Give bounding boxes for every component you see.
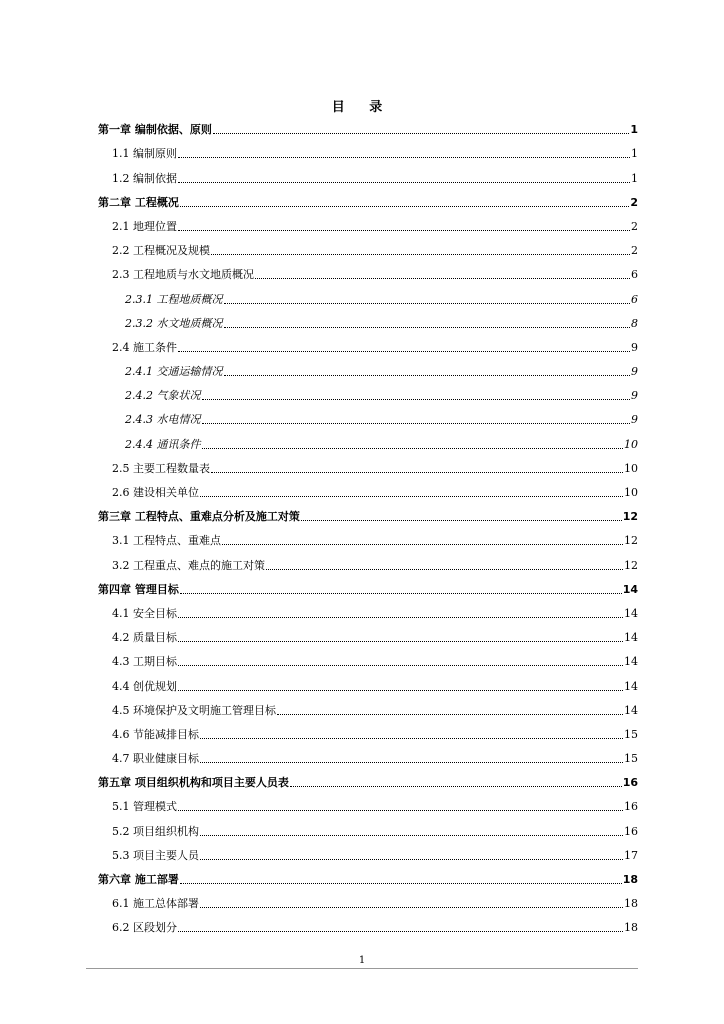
toc-entry-page: 9 bbox=[631, 413, 638, 427]
toc-entry-label: 2.1 地理位置 bbox=[112, 219, 177, 233]
toc-entry-label: 2.4.2 气象状况 bbox=[125, 389, 201, 403]
toc-entry-label: 2.5 主要工程数量表 bbox=[112, 461, 210, 475]
toc-entry[interactable] bbox=[98, 164, 638, 188]
toc-entry-page: 2 bbox=[630, 195, 638, 209]
toc-entry[interactable] bbox=[98, 261, 638, 285]
toc-entry-page: 16 bbox=[624, 800, 638, 814]
toc-leader-dots bbox=[200, 496, 623, 497]
table-of-contents bbox=[98, 116, 638, 938]
toc-entry[interactable] bbox=[98, 890, 638, 914]
toc-entry-page: 14 bbox=[624, 606, 638, 620]
toc-entry-page: 14 bbox=[624, 655, 638, 669]
toc-entry[interactable] bbox=[98, 721, 638, 745]
toc-leader-dots bbox=[200, 762, 623, 763]
toc-entry-label: 2.3.2 水文地质概况 bbox=[125, 316, 223, 330]
toc-leader-dots bbox=[180, 206, 630, 207]
toc-entry[interactable] bbox=[98, 430, 638, 454]
toc-entry-label: 4.3 工期目标 bbox=[112, 655, 177, 669]
toc-entry-page: 10 bbox=[624, 437, 638, 451]
toc-entry-label: 第二章 工程概况 bbox=[98, 195, 179, 209]
toc-entry[interactable] bbox=[98, 745, 638, 769]
toc-leader-dots bbox=[224, 327, 631, 328]
toc-leader-dots bbox=[277, 714, 623, 715]
toc-leader-dots bbox=[178, 230, 630, 231]
toc-leader-dots bbox=[266, 569, 623, 570]
footer-divider bbox=[86, 968, 638, 969]
toc-entry-page: 10 bbox=[624, 486, 638, 499]
toc-leader-dots bbox=[202, 399, 631, 400]
toc-entry[interactable] bbox=[98, 479, 638, 503]
toc-title: 目 录 bbox=[331, 100, 393, 115]
toc-entry-page: 18 bbox=[624, 897, 638, 911]
toc-entry[interactable] bbox=[98, 455, 638, 479]
toc-entry-page: 15 bbox=[624, 727, 638, 741]
toc-entry-label: 1.2 编制依据 bbox=[112, 171, 177, 185]
toc-leader-dots bbox=[178, 690, 623, 691]
toc-entry-page: 17 bbox=[624, 848, 638, 862]
toc-entry-label: 4.2 质量目标 bbox=[112, 631, 177, 645]
toc-leader-dots bbox=[178, 351, 630, 352]
toc-leader-dots bbox=[290, 786, 622, 787]
toc-entry[interactable] bbox=[98, 624, 638, 648]
toc-entry-page: 9 bbox=[631, 365, 638, 379]
toc-entry-label: 2.3 工程地质与水文地质概况 bbox=[112, 268, 254, 282]
toc-entry[interactable] bbox=[98, 334, 638, 358]
toc-entry-label: 6.1 施工总体部署 bbox=[112, 897, 199, 911]
toc-entry[interactable] bbox=[98, 116, 638, 140]
toc-entry[interactable] bbox=[98, 842, 638, 866]
toc-leader-dots bbox=[178, 931, 623, 932]
toc-entry[interactable] bbox=[98, 600, 638, 624]
toc-leader-dots bbox=[222, 544, 623, 545]
toc-entry-page: 14 bbox=[624, 679, 638, 693]
toc-entry[interactable] bbox=[98, 503, 638, 527]
toc-entry[interactable] bbox=[98, 310, 638, 334]
toc-entry-label: 2.4.4 通讯条件 bbox=[125, 437, 201, 451]
toc-entry-page: 6 bbox=[631, 268, 638, 282]
toc-leader-dots bbox=[200, 738, 623, 739]
toc-entry[interactable] bbox=[98, 672, 638, 696]
toc-entry-page: 15 bbox=[624, 752, 638, 766]
toc-entry[interactable] bbox=[98, 189, 638, 213]
toc-entry-page: 2 bbox=[631, 219, 638, 233]
toc-leader-dots bbox=[224, 303, 631, 304]
toc-entry-label: 2.3.1 工程地质概况 bbox=[125, 292, 223, 306]
toc-entry-label: 4.5 环境保护及文明施工管理目标 bbox=[112, 703, 276, 717]
page-number: 1 bbox=[358, 955, 366, 966]
toc-entry-page: 1 bbox=[631, 147, 638, 161]
toc-entry-label: 6.2 区段划分 bbox=[112, 921, 177, 935]
toc-entry-label: 5.1 管理模式 bbox=[112, 800, 177, 814]
toc-entry[interactable] bbox=[98, 769, 638, 793]
toc-entry[interactable] bbox=[98, 697, 638, 721]
toc-entry-label: 3.1 工程特点、重难点 bbox=[112, 534, 221, 548]
toc-entry[interactable] bbox=[98, 237, 638, 261]
toc-entry-label: 第四章 管理目标 bbox=[98, 582, 179, 596]
toc-entry-page: 12 bbox=[622, 510, 638, 524]
toc-leader-dots bbox=[178, 641, 623, 642]
toc-entry-label: 2.4.3 水电情况 bbox=[125, 413, 201, 427]
toc-entry-page: 8 bbox=[631, 316, 638, 330]
toc-entry-label: 第五章 项目组织机构和项目主要人员表 bbox=[98, 776, 289, 790]
toc-leader-dots bbox=[180, 593, 622, 594]
toc-entry-page: 18 bbox=[624, 921, 638, 935]
toc-entry-label: 2.4 施工条件 bbox=[112, 340, 177, 354]
toc-entry-page: 9 bbox=[631, 389, 638, 403]
toc-entry-label: 5.2 项目组织机构 bbox=[112, 824, 199, 838]
toc-entry-page: 1 bbox=[630, 123, 638, 137]
toc-entry-label: 2.4.1 交通运输情况 bbox=[125, 365, 223, 379]
toc-leader-dots bbox=[178, 665, 623, 666]
toc-leader-dots bbox=[178, 617, 623, 618]
toc-entry[interactable] bbox=[98, 551, 638, 575]
toc-entry-label: 4.7 职业健康目标 bbox=[112, 752, 199, 766]
toc-entry[interactable] bbox=[98, 527, 638, 551]
toc-entry[interactable] bbox=[98, 285, 638, 309]
toc-entry-label: 4.6 节能减排目标 bbox=[112, 727, 199, 741]
toc-entry-page: 12 bbox=[624, 534, 638, 548]
toc-leader-dots bbox=[202, 448, 624, 449]
toc-entry-page: 16 bbox=[624, 824, 638, 838]
toc-leader-dots bbox=[200, 835, 623, 836]
toc-leader-dots bbox=[178, 810, 623, 811]
toc-entry-page: 12 bbox=[624, 558, 638, 572]
toc-entry[interactable] bbox=[98, 406, 638, 430]
toc-leader-dots bbox=[178, 157, 630, 158]
toc-entry-page: 6 bbox=[631, 292, 638, 306]
toc-entry[interactable] bbox=[98, 793, 638, 817]
toc-entry[interactable] bbox=[98, 140, 638, 164]
toc-leader-dots bbox=[178, 182, 630, 183]
toc-entry[interactable] bbox=[98, 648, 638, 672]
toc-entry[interactable] bbox=[98, 213, 638, 237]
toc-leader-dots bbox=[202, 423, 631, 424]
toc-entry-page: 9 bbox=[631, 340, 638, 354]
toc-entry-label: 2.2 工程概况及规模 bbox=[112, 244, 210, 258]
toc-leader-dots bbox=[301, 520, 622, 521]
toc-leader-dots bbox=[200, 859, 623, 860]
toc-entry-label: 第一章 编制依据、原则 bbox=[98, 123, 212, 137]
toc-entry-page: 14 bbox=[622, 582, 638, 596]
toc-entry-page: 1 bbox=[631, 171, 638, 185]
toc-entry-label: 4.1 安全目标 bbox=[112, 606, 177, 620]
toc-leader-dots bbox=[213, 133, 630, 134]
toc-entry-label: 2.6 建设相关单位 bbox=[112, 486, 199, 499]
toc-entry[interactable] bbox=[98, 866, 638, 890]
toc-entry-page: 10 bbox=[624, 461, 638, 475]
toc-entry[interactable] bbox=[98, 817, 638, 841]
toc-leader-dots bbox=[211, 254, 630, 255]
toc-leader-dots bbox=[224, 375, 631, 376]
toc-entry-label: 3.2 工程重点、难点的施工对策 bbox=[112, 558, 265, 572]
toc-entry-label: 第三章 工程特点、重难点分析及施工对策 bbox=[98, 510, 300, 524]
toc-entry[interactable] bbox=[98, 914, 638, 938]
toc-entry-page: 14 bbox=[624, 631, 638, 645]
toc-leader-dots bbox=[180, 883, 622, 884]
toc-leader-dots bbox=[255, 278, 630, 279]
toc-entry-label: 1.1 编制原则 bbox=[112, 147, 177, 161]
toc-entry[interactable] bbox=[98, 358, 638, 382]
toc-entry-label: 第六章 施工部署 bbox=[98, 873, 179, 886]
toc-leader-dots bbox=[211, 472, 623, 473]
toc-leader-dots bbox=[200, 907, 623, 908]
toc-entry-page: 16 bbox=[622, 776, 638, 790]
toc-entry[interactable] bbox=[98, 576, 638, 600]
toc-entry[interactable] bbox=[98, 382, 638, 406]
toc-entry-page: 2 bbox=[631, 244, 638, 258]
toc-entry-page: 18 bbox=[622, 873, 638, 886]
toc-entry-label: 4.4 创优规划 bbox=[112, 679, 177, 693]
toc-entry-label: 5.3 项目主要人员 bbox=[112, 848, 199, 862]
toc-entry-page: 14 bbox=[624, 703, 638, 717]
